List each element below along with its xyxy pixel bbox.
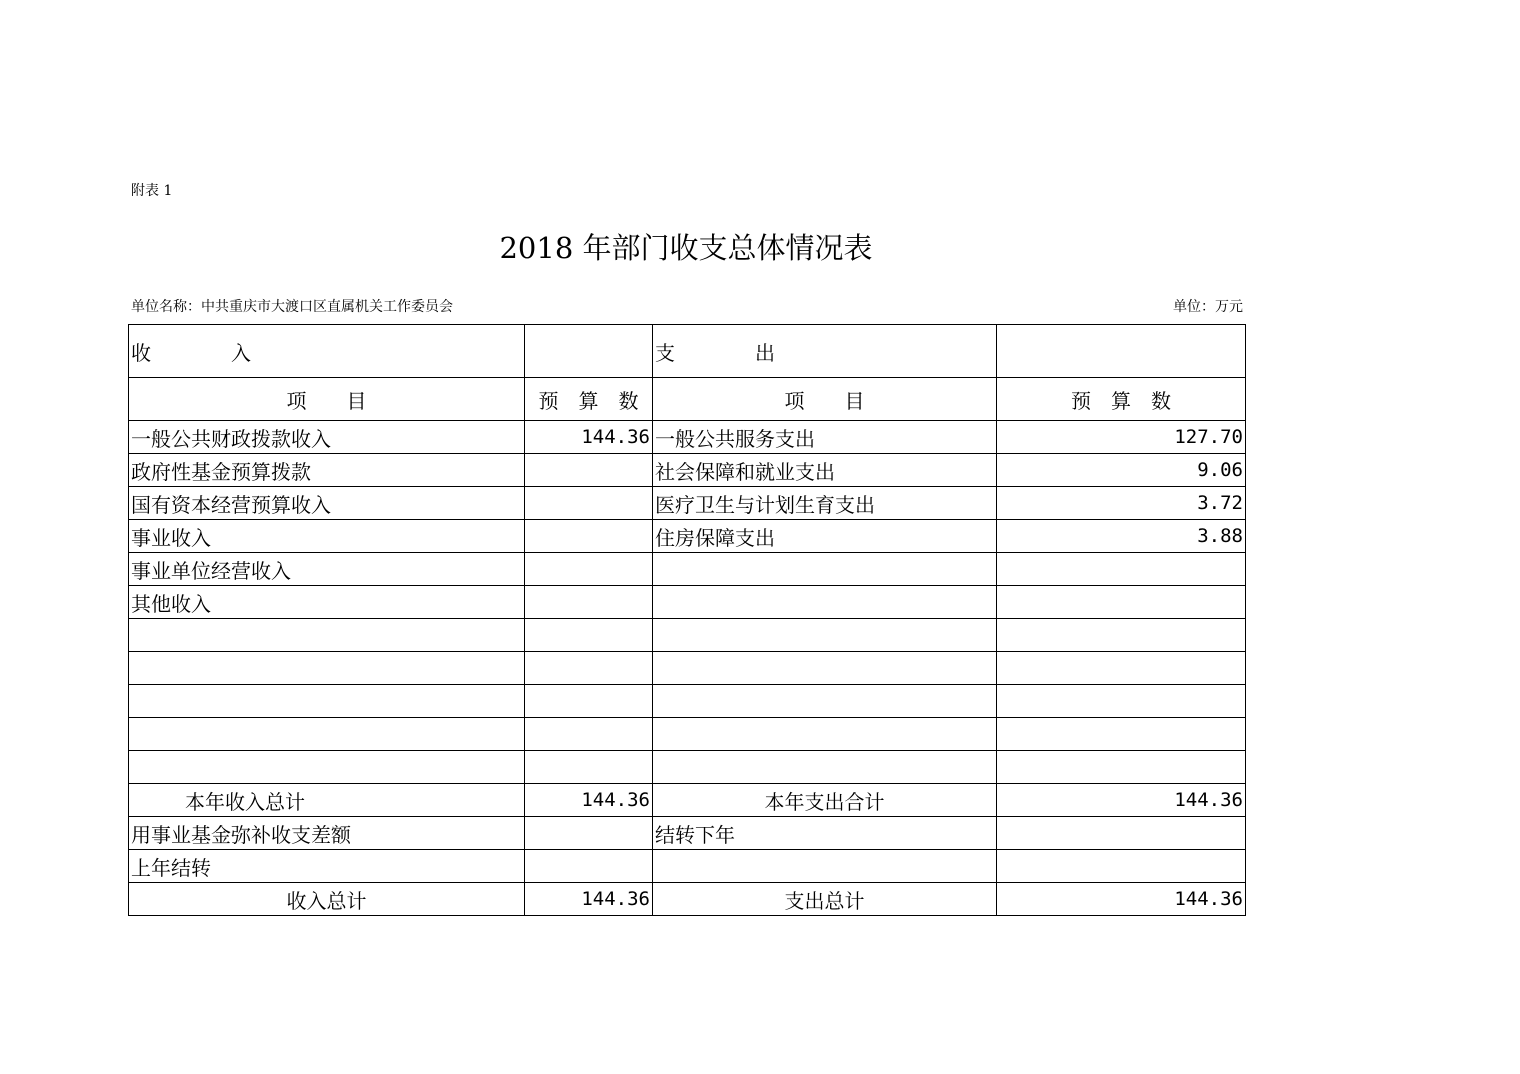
income-item: 一般公共财政拨款收入 <box>129 421 525 454</box>
currency-unit: 单位：万元 <box>1173 299 1243 315</box>
expense-value <box>997 652 1246 685</box>
table-row <box>129 520 1246 553</box>
expense-item: 结转下年 <box>653 817 997 850</box>
table-row <box>129 619 1246 652</box>
expense-value <box>997 619 1246 652</box>
expense-item: 住房保障支出 <box>653 520 997 553</box>
expense-item: 社会保障和就业支出 <box>653 454 997 487</box>
income-item <box>129 751 525 784</box>
income-value <box>525 817 653 850</box>
table-row <box>129 652 1246 685</box>
year-expense-total-label: 本年支出合计 <box>653 784 997 817</box>
income-value <box>525 586 653 619</box>
table-row <box>129 454 1246 487</box>
table-row <box>129 817 1246 850</box>
income-item: 事业收入 <box>129 520 525 553</box>
expense-section-header: 支 出 <box>653 325 997 378</box>
income-item <box>129 685 525 718</box>
page-title: 2018 年部门收支总体情况表 <box>499 231 873 265</box>
year-income-total-value: 144.36 <box>525 784 653 817</box>
expense-item: 一般公共服务支出 <box>653 421 997 454</box>
income-item: 其他收入 <box>129 586 525 619</box>
table-row <box>129 718 1246 751</box>
expense-value: 127.70 <box>997 421 1246 454</box>
income-value <box>525 652 653 685</box>
income-item <box>129 619 525 652</box>
table-row <box>129 751 1246 784</box>
income-value <box>525 619 653 652</box>
expense-item-header: 项 目 <box>653 378 997 421</box>
income-budget-header: 预 算 数 <box>525 378 653 421</box>
expense-item <box>653 619 997 652</box>
expense-value <box>997 553 1246 586</box>
expense-item <box>653 553 997 586</box>
unit-name: 单位名称：中共重庆市大渡口区直属机关工作委员会 <box>131 299 453 315</box>
table-row <box>129 850 1246 883</box>
table-row <box>129 487 1246 520</box>
expense-value: 3.72 <box>997 487 1246 520</box>
grand-total-row <box>129 883 1246 916</box>
income-value: 144.36 <box>525 421 653 454</box>
expense-value <box>997 586 1246 619</box>
expense-value <box>997 817 1246 850</box>
table-row <box>129 586 1246 619</box>
expense-budget-header: 预 算 数 <box>997 378 1246 421</box>
expense-value <box>997 751 1246 784</box>
year-total-row <box>129 784 1246 817</box>
section-header-row <box>129 325 1246 378</box>
expense-value: 9.06 <box>997 454 1246 487</box>
expense-item <box>653 751 997 784</box>
expense-item <box>653 850 997 883</box>
income-value <box>525 751 653 784</box>
column-header-row <box>129 378 1246 421</box>
income-section-header: 收 入 <box>129 325 525 378</box>
table-row <box>129 421 1246 454</box>
income-value <box>525 850 653 883</box>
income-item <box>129 652 525 685</box>
budget-table <box>128 324 1246 916</box>
income-value <box>525 685 653 718</box>
attachment-label: 附表 1 <box>131 183 173 199</box>
year-expense-total-value: 144.36 <box>997 784 1246 817</box>
grand-expense-total-label: 支出总计 <box>653 883 997 916</box>
income-item: 上年结转 <box>129 850 525 883</box>
grand-income-total-label: 收入总计 <box>129 883 525 916</box>
income-value <box>525 520 653 553</box>
income-value <box>525 487 653 520</box>
expense-value: 3.88 <box>997 520 1246 553</box>
income-item: 用事业基金弥补收支差额 <box>129 817 525 850</box>
expense-value <box>997 718 1246 751</box>
income-value <box>525 553 653 586</box>
income-item: 政府性基金预算拨款 <box>129 454 525 487</box>
expense-item: 医疗卫生与计划生育支出 <box>653 487 997 520</box>
grand-expense-total-value: 144.36 <box>997 883 1246 916</box>
income-item: 事业单位经营收入 <box>129 553 525 586</box>
expense-value <box>997 685 1246 718</box>
income-item: 国有资本经营预算收入 <box>129 487 525 520</box>
income-item-header: 项 目 <box>129 378 525 421</box>
table-row <box>129 685 1246 718</box>
expense-value <box>997 850 1246 883</box>
expense-item <box>653 652 997 685</box>
empty-cell <box>997 325 1246 378</box>
income-value <box>525 454 653 487</box>
expense-item <box>653 586 997 619</box>
table-row <box>129 553 1246 586</box>
expense-item <box>653 685 997 718</box>
year-income-total-label: 本年收入总计 <box>129 784 525 817</box>
grand-income-total-value: 144.36 <box>525 883 653 916</box>
income-value <box>525 718 653 751</box>
income-item <box>129 718 525 751</box>
empty-cell <box>525 325 653 378</box>
expense-item <box>653 718 997 751</box>
